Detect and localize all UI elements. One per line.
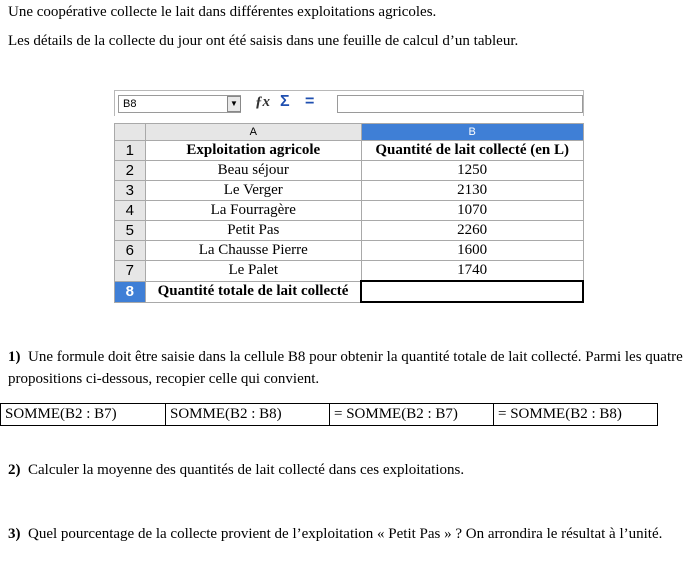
cell-b6[interactable]: 1600 [361,241,583,261]
name-box[interactable]: B8 [118,95,241,113]
function-wizard-icon[interactable]: ƒx [255,94,270,110]
question-3-number: 3) [8,526,21,542]
row-header[interactable]: 5 [115,221,146,241]
option-1: SOMME(B2 : B7) [1,404,166,426]
column-header-a[interactable]: A [145,124,361,141]
cell-a3[interactable]: Le Verger [145,181,361,201]
cell-b8-active[interactable] [361,281,583,302]
table-row [115,261,584,282]
intro-line-1: Une coopérative collecte le lait dans différentes exploitations agricoles. [8,4,437,20]
row-header-selected[interactable]: 8 [115,281,146,302]
column-header-row [115,124,584,141]
row-header[interactable]: 1 [115,141,146,161]
table-row [115,241,584,261]
formula-toolbar [114,90,584,116]
equals-icon[interactable]: = [305,93,315,110]
question-1-text: Une formule doit être saisie dans la cellule B8 pour obtenir la quantité totale de lait collecté. Parmi les quatre propositions ci-dessous, recopier celle qui convient. [8,349,683,387]
question-2 [8,459,690,481]
table-row [115,141,584,161]
cell-b1[interactable]: Quantité de lait collecté (en L) [361,141,583,161]
cell-a5[interactable]: Petit Pas [145,221,361,241]
question-2-text: Calculer la moyenne des quantités de lait collecté dans ces exploitations. [28,462,465,478]
table-row [115,201,584,221]
row-header[interactable]: 3 [115,181,146,201]
option-2: SOMME(B2 : B8) [166,404,330,426]
column-header-b[interactable]: B [361,124,583,141]
question-2-number: 2) [8,462,21,478]
cell-a4[interactable]: La Fourragère [145,201,361,221]
cell-b3[interactable]: 2130 [361,181,583,201]
cell-a2[interactable]: Beau séjour [145,161,361,181]
dropdown-arrow-icon[interactable]: ▼ [227,96,241,112]
question-1 [8,346,690,390]
sum-icon[interactable]: Σ [280,93,290,110]
table-row [115,161,584,181]
table-row [115,221,584,241]
corner-cell[interactable] [115,124,146,141]
question-1-number: 1) [8,349,21,365]
question-3 [8,523,690,545]
table-row [115,181,584,201]
option-3: = SOMME(B2 : B7) [330,404,494,426]
sheet-grid [114,123,584,303]
formula-options [0,403,658,426]
cell-b5[interactable]: 2260 [361,221,583,241]
row-header[interactable]: 7 [115,261,146,282]
cell-a1[interactable]: Exploitation agricole [145,141,361,161]
intro-line-2: Les détails de la collecte du jour ont été saisis dans une feuille de calcul d’un tableur. [8,33,519,49]
cell-a7[interactable]: Le Palet [145,261,361,282]
cell-a6[interactable]: La Chausse Pierre [145,241,361,261]
cell-b7[interactable]: 1740 [361,261,583,282]
cell-a8[interactable]: Quantité totale de lait collecté [145,281,361,302]
option-4: = SOMME(B2 : B8) [494,404,658,426]
table-row [115,281,584,302]
cell-b4[interactable]: 1070 [361,201,583,221]
cell-b2[interactable]: 1250 [361,161,583,181]
question-3-text: Quel pourcentage de la collecte provient de l’exploitation « Petit Pas » ? On arrondira le résultat à l’unité. [28,526,663,542]
formula-input[interactable] [337,95,583,113]
row-header[interactable]: 4 [115,201,146,221]
row-header[interactable]: 2 [115,161,146,181]
row-header[interactable]: 6 [115,241,146,261]
